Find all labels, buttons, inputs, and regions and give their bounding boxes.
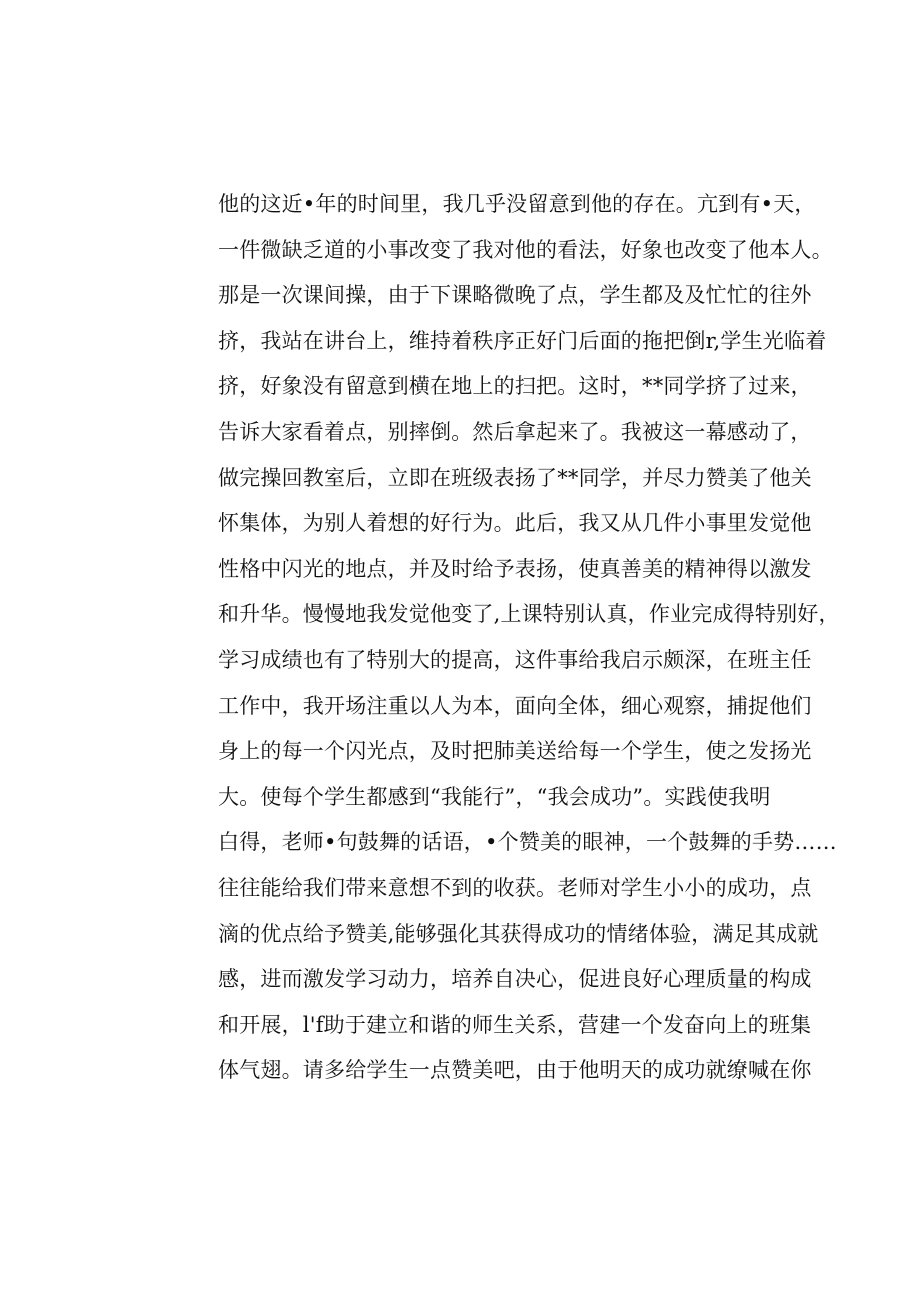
text-line-6: 告诉大家看着点，别摔倒。然后拿起来了。我被这一幕感动了，	[218, 419, 812, 444]
text-line-11: 学习成绩也有了特别大的提高，这件事给我启示颇深，在班主任	[218, 647, 812, 672]
text-line-1: 他的这近•年的时间里，我几乎没留意到他的存在。亢到有•天，	[218, 192, 816, 216]
text-line-13: 身上的每一个闪光点，及时把肺美送给每一个学生，使之发扬光	[218, 739, 812, 764]
text-line-7: 做完操回教室后，立即在班级表扬了**同学，并尽力赞美了他关	[218, 465, 812, 490]
text-line-4: 挤，我站在讲台上，维持着秩序正好门后面的拖把倒r,学生光临着	[218, 328, 827, 353]
text-line-15: 白得，老师•句鼓舞的话语，•个赞美的眼神，一个鼓舞的手势……	[218, 830, 837, 855]
text-line-17: 滴的优点给予赞美,能够强化其获得成功的情绪体验，满足其成就	[218, 921, 819, 946]
text-line-16: 往往能给我们带来意想不到的收获。老师对学生小小的成功，点	[218, 875, 812, 900]
text-line-8: 怀集体，为别人着想的好行为。此后，我又从几件小事里发觉他	[218, 511, 812, 536]
text-line-18: 感，进而激发学习动力，培养自决心，促进良好心理质量的构成	[218, 967, 812, 992]
text-line-12: 工作中，我开场注重以人为本，面向全体，细心观察，捕捉他们	[218, 693, 812, 718]
text-line-9: 性格中闪光的地点，并及时给予表扬，使真善美的精神得以激发	[218, 556, 812, 581]
text-line-3: 那是一次课间操，由于下课略微晚了点，学生都及及忙忙的往外	[218, 283, 812, 308]
text-line-10: 和升华。慢慢地我发觉他变了,上课特别认真，作业完成得特别好，	[218, 602, 840, 627]
text-line-19: 和开展，l'f助于建立和谐的师生关系，营建一个发奋向上的班集	[218, 1012, 812, 1037]
text-line-14: 大。使每个学生都感到“我能行”，“我会成功”。实践使我明	[218, 784, 771, 809]
text-line-20: 体气翅。请多给学生一点赞美吧，由于他明天的成功就缭喊在你	[218, 1058, 812, 1083]
body-paragraph	[218, 182, 840, 1094]
text-line-5: 挤，好象没有留意到横在地上的扫把。这时，**同学挤了过来，	[218, 374, 812, 399]
text-line-2: 一件微缺乏道的小事改变了我对他的看法，好象也改变了他本人。	[218, 237, 833, 262]
